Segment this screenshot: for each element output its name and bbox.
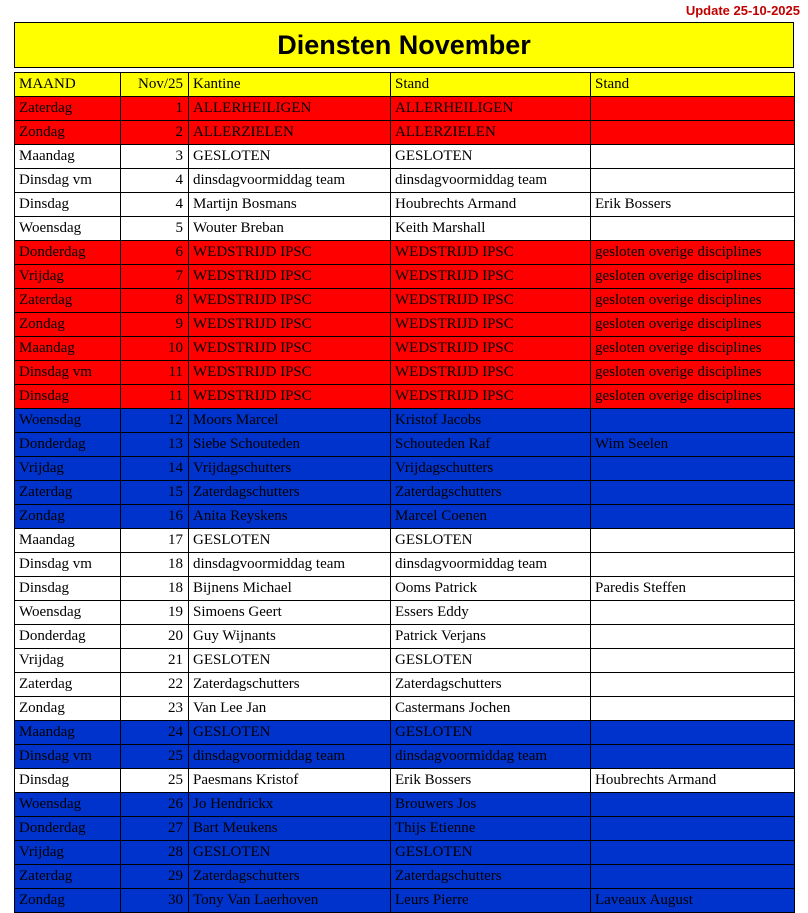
table-cell: gesloten overige disciplines <box>591 241 795 265</box>
table-cell: Wouter Breban <box>189 217 391 241</box>
table-cell: WEDSTRIJD IPSC <box>391 313 591 337</box>
table-cell: 11 <box>121 361 189 385</box>
table-row <box>15 385 795 409</box>
table-cell: Zondag <box>15 313 121 337</box>
table-cell <box>591 793 795 817</box>
table-cell: WEDSTRIJD IPSC <box>189 385 391 409</box>
table-cell: 20 <box>121 625 189 649</box>
table-cell: 4 <box>121 169 189 193</box>
table-row <box>15 481 795 505</box>
table-cell: dinsdagvoormiddag team <box>391 553 591 577</box>
table-cell <box>591 457 795 481</box>
table-cell: 1 <box>121 97 189 121</box>
table-cell: Dinsdag vm <box>15 169 121 193</box>
table-cell: Dinsdag <box>15 193 121 217</box>
table-cell: Dinsdag <box>15 769 121 793</box>
table-row <box>15 337 795 361</box>
table-row <box>15 817 795 841</box>
table-row <box>15 865 795 889</box>
column-header: MAAND <box>15 73 121 97</box>
table-cell: Simoens Geert <box>189 601 391 625</box>
table-cell: Dinsdag <box>15 385 121 409</box>
table-cell <box>591 673 795 697</box>
table-cell: 11 <box>121 385 189 409</box>
table-row <box>15 769 795 793</box>
table-cell: Siebe Schouteden <box>189 433 391 457</box>
table-cell: 26 <box>121 793 189 817</box>
table-cell: 15 <box>121 481 189 505</box>
table-row <box>15 121 795 145</box>
table-cell: 25 <box>121 769 189 793</box>
table-cell <box>591 121 795 145</box>
table-cell: gesloten overige disciplines <box>591 289 795 313</box>
table-cell: 30 <box>121 889 189 913</box>
table-cell: 23 <box>121 697 189 721</box>
table-cell <box>591 409 795 433</box>
column-header: Stand <box>591 73 795 97</box>
table-row <box>15 793 795 817</box>
table-cell: Maandag <box>15 529 121 553</box>
table-cell <box>591 553 795 577</box>
table-cell: gesloten overige disciplines <box>591 361 795 385</box>
table-cell: GESLOTEN <box>391 841 591 865</box>
table-cell: Kristof Jacobs <box>391 409 591 433</box>
table-cell: GESLOTEN <box>189 721 391 745</box>
table-cell <box>591 601 795 625</box>
table-cell: Donderdag <box>15 625 121 649</box>
table-cell: gesloten overige disciplines <box>591 385 795 409</box>
table-cell: dinsdagvoormiddag team <box>391 169 591 193</box>
table-cell <box>591 865 795 889</box>
table-cell: Vrijdagschutters <box>391 457 591 481</box>
table-cell: GESLOTEN <box>189 841 391 865</box>
duty-schedule-table <box>14 72 795 913</box>
table-cell <box>591 169 795 193</box>
table-cell <box>591 217 795 241</box>
table-cell: WEDSTRIJD IPSC <box>189 361 391 385</box>
table-row <box>15 361 795 385</box>
table-cell: ALLERHEILIGEN <box>391 97 591 121</box>
table-cell <box>591 505 795 529</box>
table-cell: Bart Meukens <box>189 817 391 841</box>
table-row <box>15 577 795 601</box>
table-row <box>15 145 795 169</box>
table-row <box>15 457 795 481</box>
table-cell: 14 <box>121 457 189 481</box>
table-cell: Donderdag <box>15 433 121 457</box>
table-header-row <box>15 73 795 97</box>
update-bar <box>0 0 808 22</box>
table-cell: Zaterdagschutters <box>189 481 391 505</box>
table-cell: Laveaux August <box>591 889 795 913</box>
table-cell: Anita Reyskens <box>189 505 391 529</box>
table-cell: Maandag <box>15 145 121 169</box>
table-row <box>15 193 795 217</box>
table-cell <box>591 697 795 721</box>
table-row <box>15 601 795 625</box>
table-cell: 28 <box>121 841 189 865</box>
table-cell: Thijs Etienne <box>391 817 591 841</box>
table-cell: Dinsdag <box>15 577 121 601</box>
table-cell: Van Lee Jan <box>189 697 391 721</box>
table-cell: WEDSTRIJD IPSC <box>391 241 591 265</box>
table-cell: Woensdag <box>15 217 121 241</box>
table-cell: 22 <box>121 673 189 697</box>
table-cell: Vrijdagschutters <box>189 457 391 481</box>
table-cell: Moors Marcel <box>189 409 391 433</box>
table-row <box>15 289 795 313</box>
table-row <box>15 745 795 769</box>
table-cell: Martijn Bosmans <box>189 193 391 217</box>
table-cell: Vrijdag <box>15 649 121 673</box>
table-cell: WEDSTRIJD IPSC <box>391 361 591 385</box>
table-cell: Paesmans Kristof <box>189 769 391 793</box>
table-cell: dinsdagvoormiddag team <box>391 745 591 769</box>
table-cell: Donderdag <box>15 241 121 265</box>
table-cell: Jo Hendrickx <box>189 793 391 817</box>
table-cell: Bijnens Michael <box>189 577 391 601</box>
table-cell: gesloten overige disciplines <box>591 337 795 361</box>
table-row <box>15 889 795 913</box>
table-cell: gesloten overige disciplines <box>591 265 795 289</box>
table-cell: Vrijdag <box>15 841 121 865</box>
table-cell: Maandag <box>15 337 121 361</box>
table-cell: WEDSTRIJD IPSC <box>391 337 591 361</box>
table-row <box>15 265 795 289</box>
table-row <box>15 649 795 673</box>
table-cell: Zaterdag <box>15 97 121 121</box>
table-cell <box>591 97 795 121</box>
table-cell: Woensdag <box>15 793 121 817</box>
column-header: Kantine <box>189 73 391 97</box>
table-row <box>15 433 795 457</box>
table-cell: Zaterdag <box>15 865 121 889</box>
table-cell: Paredis Steffen <box>591 577 795 601</box>
table-cell: Zondag <box>15 505 121 529</box>
table-row <box>15 505 795 529</box>
table-cell: 6 <box>121 241 189 265</box>
table-cell: 8 <box>121 289 189 313</box>
table-cell: Zaterdag <box>15 481 121 505</box>
table-cell: Essers Eddy <box>391 601 591 625</box>
table-cell: Zaterdagschutters <box>391 481 591 505</box>
table-cell <box>591 481 795 505</box>
table-cell: 29 <box>121 865 189 889</box>
table-cell <box>591 649 795 673</box>
table-cell: 16 <box>121 505 189 529</box>
table-cell: GESLOTEN <box>189 649 391 673</box>
column-header: Nov/25 <box>121 73 189 97</box>
table-cell <box>591 529 795 553</box>
table-cell: 2 <box>121 121 189 145</box>
table-row <box>15 217 795 241</box>
table-cell: 18 <box>121 553 189 577</box>
table-cell: Dinsdag vm <box>15 553 121 577</box>
table-cell: Keith Marshall <box>391 217 591 241</box>
table-cell: dinsdagvoormiddag team <box>189 169 391 193</box>
table-cell: Maandag <box>15 721 121 745</box>
table-cell: 13 <box>121 433 189 457</box>
title-banner <box>14 22 794 68</box>
table-cell: 19 <box>121 601 189 625</box>
table-cell: 12 <box>121 409 189 433</box>
table-row <box>15 313 795 337</box>
table-cell: Dinsdag vm <box>15 361 121 385</box>
table-cell: Zondag <box>15 697 121 721</box>
table-cell: Brouwers Jos <box>391 793 591 817</box>
table-cell: Marcel Coenen <box>391 505 591 529</box>
table-cell: Houbrechts Armand <box>391 193 591 217</box>
table-cell: dinsdagvoormiddag team <box>189 745 391 769</box>
table-cell: Wim Seelen <box>591 433 795 457</box>
table-cell: ALLERZIELEN <box>391 121 591 145</box>
table-cell: Zaterdagschutters <box>189 673 391 697</box>
table-cell: 25 <box>121 745 189 769</box>
table-cell <box>591 745 795 769</box>
table-cell: GESLOTEN <box>391 649 591 673</box>
table-cell: WEDSTRIJD IPSC <box>189 337 391 361</box>
table-cell: 3 <box>121 145 189 169</box>
table-cell: WEDSTRIJD IPSC <box>189 313 391 337</box>
table-row <box>15 553 795 577</box>
table-cell: Zaterdag <box>15 673 121 697</box>
table-cell: Ooms Patrick <box>391 577 591 601</box>
table-cell <box>591 817 795 841</box>
table-cell: Dinsdag vm <box>15 745 121 769</box>
table-cell: Zondag <box>15 889 121 913</box>
table-cell: GESLOTEN <box>391 529 591 553</box>
table-cell: dinsdagvoormiddag team <box>189 553 391 577</box>
table-cell: Erik Bossers <box>591 193 795 217</box>
table-cell: Patrick Verjans <box>391 625 591 649</box>
table-cell: Woensdag <box>15 409 121 433</box>
table-cell: Zaterdagschutters <box>391 673 591 697</box>
table-cell: Tony Van Laerhoven <box>189 889 391 913</box>
table-cell: Zondag <box>15 121 121 145</box>
table-row <box>15 529 795 553</box>
table-cell: Castermans Jochen <box>391 697 591 721</box>
table-cell: 5 <box>121 217 189 241</box>
table-cell: GESLOTEN <box>391 145 591 169</box>
table-cell: Schouteden Raf <box>391 433 591 457</box>
table-cell: Zaterdagschutters <box>391 865 591 889</box>
table-row <box>15 625 795 649</box>
update-label: Update 25-10-2025 <box>685 3 800 18</box>
table-cell: Houbrechts Armand <box>591 769 795 793</box>
table-cell: Vrijdag <box>15 457 121 481</box>
table-cell <box>591 145 795 169</box>
table-cell: 18 <box>121 577 189 601</box>
table-cell: 24 <box>121 721 189 745</box>
table-cell: GESLOTEN <box>189 529 391 553</box>
table-cell <box>591 721 795 745</box>
table-cell: GESLOTEN <box>391 721 591 745</box>
table-row <box>15 697 795 721</box>
table-cell: WEDSTRIJD IPSC <box>391 289 591 313</box>
column-header: Stand <box>391 73 591 97</box>
table-cell: Zaterdag <box>15 289 121 313</box>
table-row <box>15 169 795 193</box>
table-cell: GESLOTEN <box>189 145 391 169</box>
table-row <box>15 721 795 745</box>
table-cell: 10 <box>121 337 189 361</box>
table-cell: 4 <box>121 193 189 217</box>
table-row <box>15 409 795 433</box>
table-cell: WEDSTRIJD IPSC <box>189 241 391 265</box>
table-cell: 7 <box>121 265 189 289</box>
table-cell: 9 <box>121 313 189 337</box>
table-cell: WEDSTRIJD IPSC <box>391 265 591 289</box>
table-row <box>15 241 795 265</box>
table-cell: Donderdag <box>15 817 121 841</box>
table-cell: Guy Wijnants <box>189 625 391 649</box>
table-cell <box>591 625 795 649</box>
table-cell: WEDSTRIJD IPSC <box>391 385 591 409</box>
table-cell: ALLERZIELEN <box>189 121 391 145</box>
page-title: Diensten November <box>277 29 531 60</box>
table-cell: Leurs Pierre <box>391 889 591 913</box>
table-cell: Erik Bossers <box>391 769 591 793</box>
table-cell <box>591 841 795 865</box>
table-cell: 21 <box>121 649 189 673</box>
table-cell: WEDSTRIJD IPSC <box>189 265 391 289</box>
table-cell: Woensdag <box>15 601 121 625</box>
table-cell: ALLERHEILIGEN <box>189 97 391 121</box>
table-row <box>15 97 795 121</box>
table-cell: Zaterdagschutters <box>189 865 391 889</box>
table-cell: Vrijdag <box>15 265 121 289</box>
table-cell: 27 <box>121 817 189 841</box>
table-cell: WEDSTRIJD IPSC <box>189 289 391 313</box>
table-cell: gesloten overige disciplines <box>591 313 795 337</box>
table-row <box>15 841 795 865</box>
table-cell: 17 <box>121 529 189 553</box>
table-row <box>15 673 795 697</box>
